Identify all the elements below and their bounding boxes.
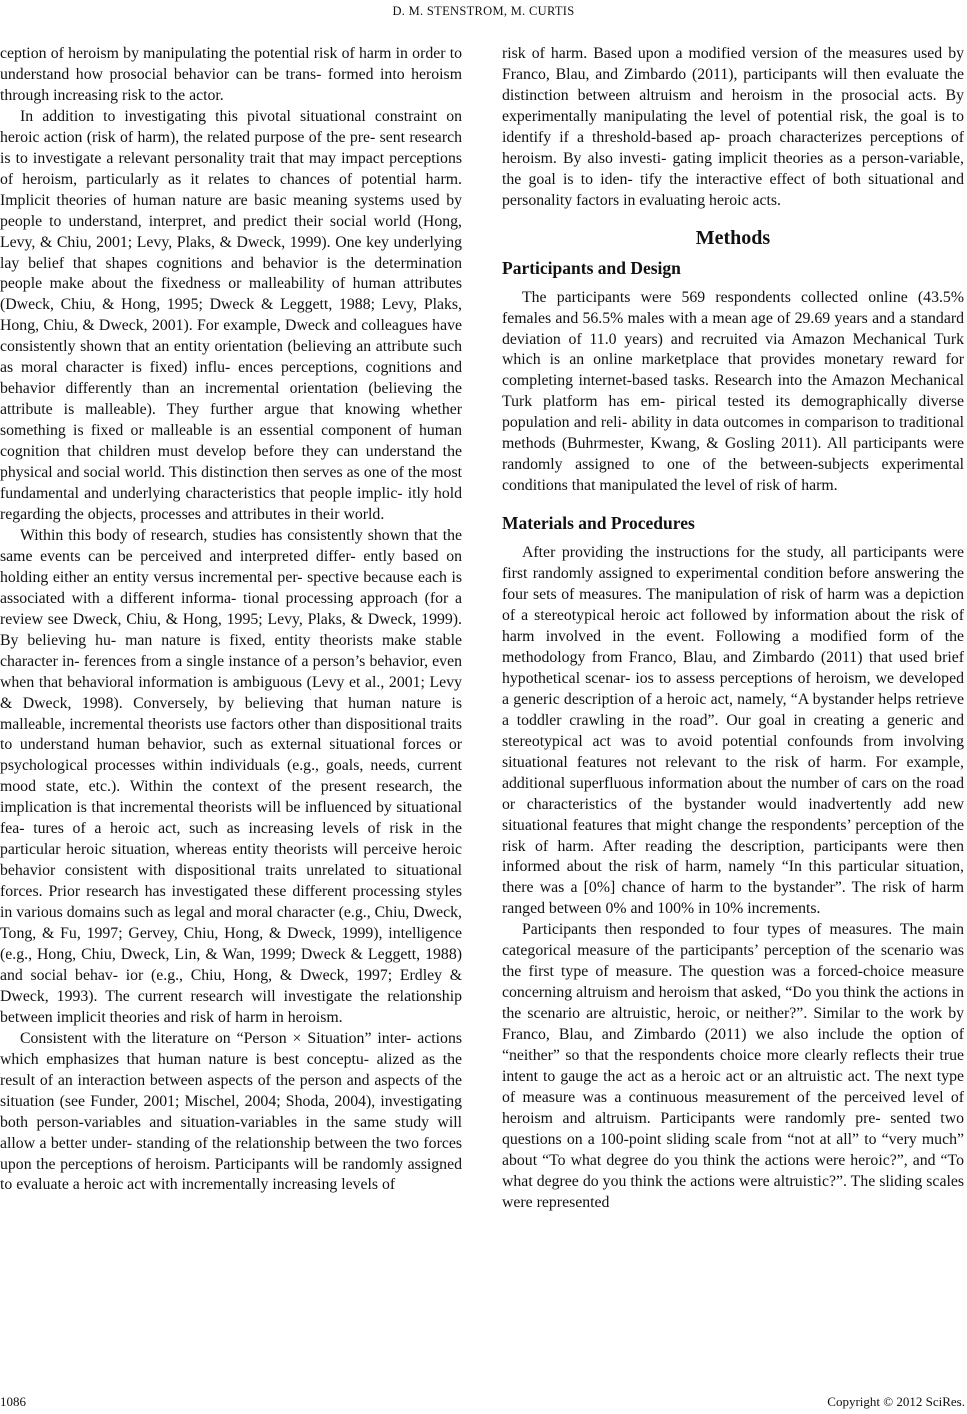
body-paragraph: Within this body of research, studies has consistently shown that the same events can be perceived and interpreted differ- ently based on holding either an entity versus incremental per- spective because each is associated with a different informa- tional processing approach (for a review see Dweck, Chiu, & Hong, 1995; Levy, Plaks, & Dweck, 1999). By believing hu- man nature is fixed, entity theorists make stable character in- ferences from a single instance of a person’s behavior, even when that behavioral information is ambiguous (Levy et al., 2001; Levy & Dweck, 1998). Conversely, by believing that human nature is malleable, incremental theorists use factors other than dispositional traits to understand human behavior, such as external situational forces or psychological processes within individuals (e.g., goals, needs, current mood state, etc.). Within the context of the present research, the implication is that incremental theorists will be influenced by situational fea- tures of a heroic act, such as increasing levels of risk in the particular heroic situation, whereas entity theorists will perceive heroic behavior consistent with dispositional traits unrelated to situational forces. Prior research has investigated these different processing styles in various domains such as legal and moral character (e.g., Chiu, Dweck, Tong, & Fu, 1997; Gervey, Chiu, Hong, & Dweck, 1999), intelligence (e.g., Hong, Chiu, Dweck, Lin, & Wan, 1999; Dweck & Leggett, 1988) and social behav- ior (e.g., Chiu, Hong, & Dweck, 1997; Erdley & Dweck, 1993). The current research will investigate the relationship between implicit theories and risk of harm in heroism. bbox=[0, 526, 462, 1026]
copyright-notice: Copyright © 2012 SciRes. bbox=[827, 1394, 965, 1409]
body-paragraph: In addition to investigating this pivotal situational constraint on heroic action (risk of harm), the related purpose of the pre- sent research is to investigate a relevant personality trait that may impact perceptions of heroism, particularly as it relates to chances of potential harm. Implicit theories of human nature are basic meaning systems used by people to understand, interpret, and predict their social world (Hong, Levy, & Chiu, 2001; Levy, Plaks, & Dweck, 1999). One key underlying lay belief that shapes cognitions and behavior is the determination people make about the fixedness or malleability of human attributes (Dweck, Chiu, & Hong, 1995; Dweck & Leggett, 1988; Levy, Plaks, Hong, Chiu, & Dweck, 2001). For example, Dweck and colleagues have consistently shown that an entity orientation (believing an attribute such as moral character is fixed) influ- ences perceptions, cognitions and behavior differently than an incremental orientation (believing the attribute is malleable). They further argue that knowing whether something is fixed or malleable is an essential component of human cognition that children must develop before they can understand the physical and social world. This distinction then serves as one of the most fundamental and underlying characteristics that people implic- itly hold regarding the objects, processes and attributes in their world. bbox=[0, 107, 462, 523]
body-paragraph: risk of harm. Based upon a modified version of the measures used by Franco, Blau, and Zimbardo (2011), participants will then evaluate the distinction between altruism and heroism in the prosocial acts. By experimentally manipulating the level of potential risk, the goal is to identify if a threshold-based ap- proach characterizes perceptions of heroism. By also investi- gating implicit theories as a person-variable, the goal is to iden- tify the interactive effect of both situational and personality factors in evaluating heroic acts. bbox=[502, 45, 964, 209]
methods-heading: Methods bbox=[695, 226, 771, 249]
left-column bbox=[0, 44, 462, 1196]
body-paragraph: After providing the instructions for the study, all participants were first randomly assigned to experimental condition before answering the four sets of measures. The manipulation of risk of harm was a depiction of a stereotypical heroic act followed by information about the risk of harm involved in the event. Following a modified form of the methodology from Franco, Blau, and Zimbardo (2011) that used brief hypothetical scenar- ios to assess perceptions of heroism, we developed a generic description of a heroic act, namely, “A bystander helps retrieve a toddler crawling in the road”. Our goal in creating a generic and stereotypical act was to avoid potential confounds from involving situational features not relevant to the risk of harm. For example, additional superfluous information about the number of cars on the road or characteristics of the bystander would inadvertently add new situational features that might change the respondents’ perception of the risk of harm. After reading the description, participants were then informed about the risk of harm, namely “In this particular situation, there was a [0%] chance of harm to the bystander”. The risk of harm ranged between 0% and 100% in 10% increments. bbox=[502, 544, 964, 918]
materials-heading: Materials and Procedures bbox=[502, 513, 695, 534]
body-paragraph: Consistent with the literature on “Person × Situation” inter- actions which emphasizes that human nature is best conceptu- alized as the result of an interaction between aspects of the person and aspects of the situation (see Funder, 2001; Mischel, 2004; Shoda, 2004), investigating both person-variables and situation-variables in the same study will allow a better under- standing of the relationship between the two forces upon the perceptions of heroism. Participants will be randomly assigned to evaluate a heroic act with incrementally increasing levels of bbox=[0, 1029, 462, 1194]
body-paragraph: The participants were 569 respondents collected online (43.5% females and 56.5% males with a mean age of 29.69 years and a standard deviation of 11.0 years) and recruited via Amazon Mechanical Turk which is an online marketplace that provides monetary reward for completing internet-based tasks. Research into the Amazon Mechanical Turk platform has em- pirical tested its demographically diverse population and reli- ability in data outcomes in comparison to traditional methods (Buhrmester, Kwang, & Gosling 2011). All participants were randomly assigned to one of the between-subjects experimental conditions that manipulated the level of risk of harm. bbox=[502, 288, 964, 495]
body-paragraph: ception of heroism by manipulating the potential risk of harm in order to understand how prosocial behavior can be trans- formed into heroism through increasing risk to the actor. bbox=[0, 45, 462, 104]
participants-heading: Participants and Design bbox=[502, 257, 681, 278]
right-column bbox=[502, 44, 964, 1214]
running-head: D. M. STENSTROM, M. CURTIS bbox=[392, 4, 575, 18]
page-number: 1086 bbox=[0, 1394, 26, 1409]
body-paragraph: Participants then responded to four types of measures. The main categorical measure of the participants’ perception of the scenario was the first type of measure. The question was a forced-choice measure concerning altruism and heroism that asked, “Do you think the actions in the scenario are altruistic, heroic, or neither?”. Similar to the work by Franco, Blau, and Zimbardo (2011) we also include the option of “neither” so that the respondents choice more clearly reflects their true intent to gauge the act as a heroic act or an altruistic act. The next type of measure was a continuous measurement of the perceived level of heroism and altruism. Participants were randomly pre- sented two questions on a 100-point sliding scale from “not at all” to “very much” about “To what degree do you think the actions were heroic?”, and “To what degree do you think the actions were altruistic?”. The sliding scales were represented bbox=[502, 921, 964, 1211]
